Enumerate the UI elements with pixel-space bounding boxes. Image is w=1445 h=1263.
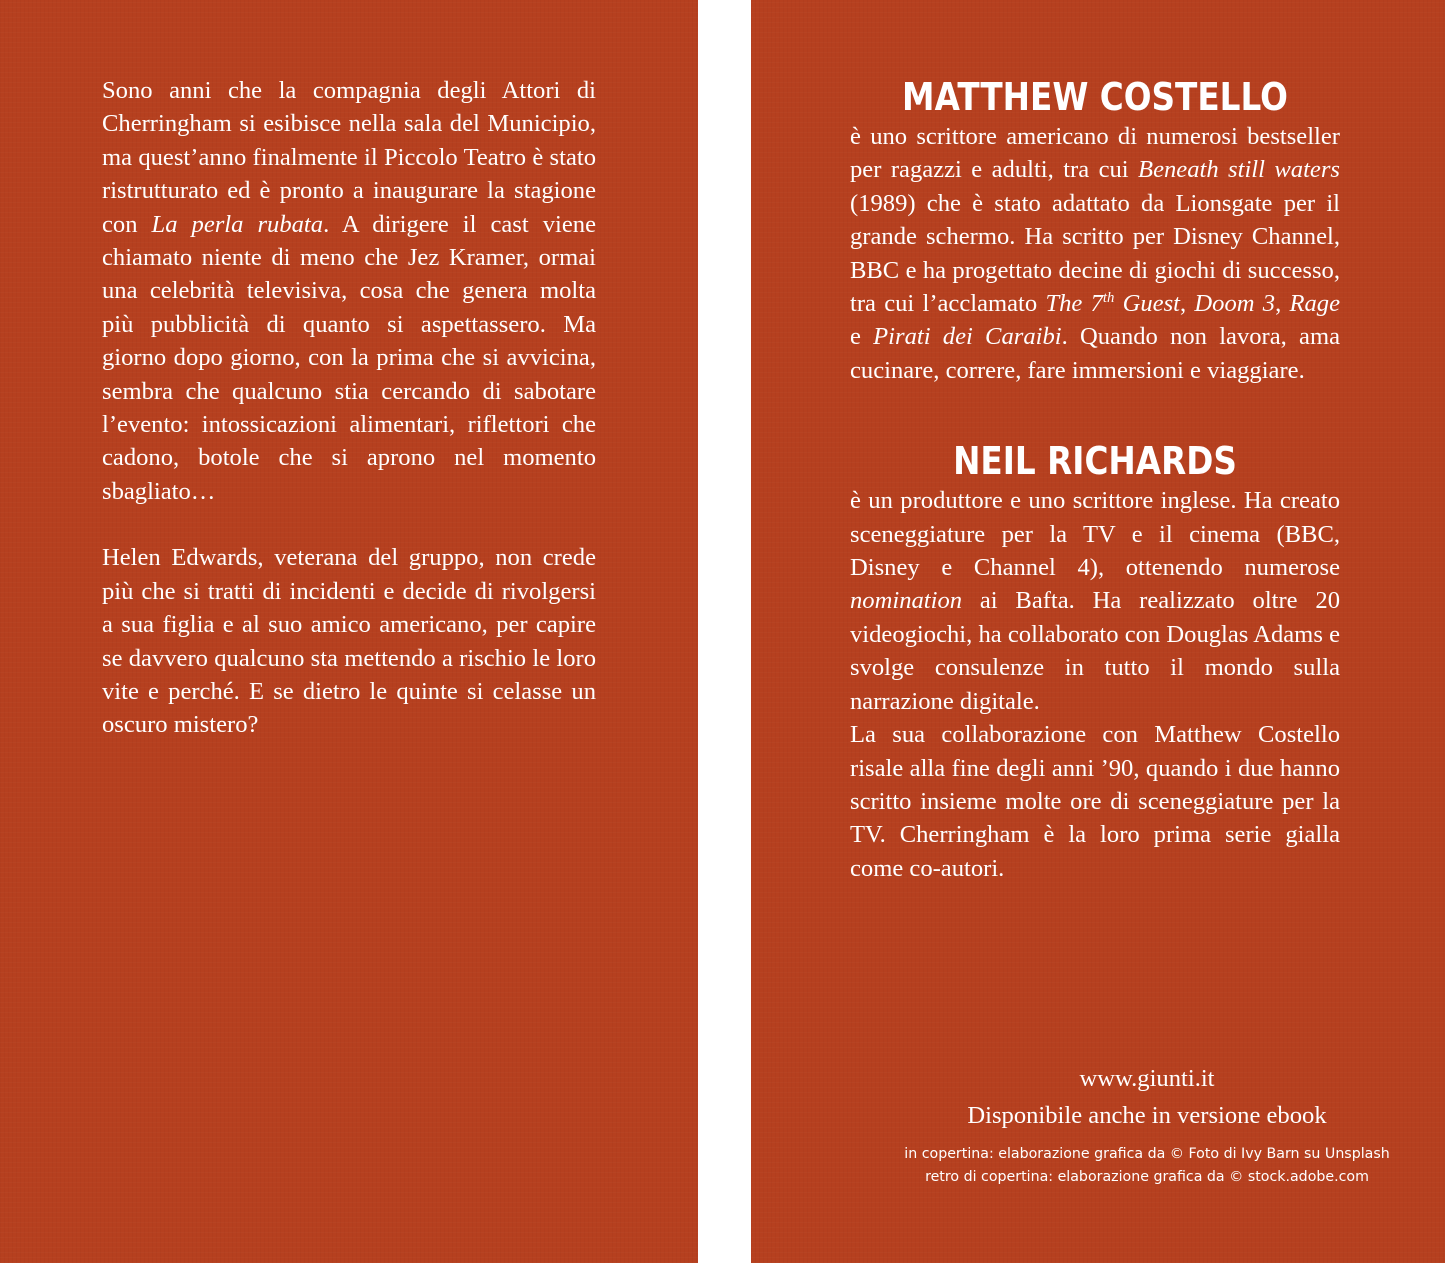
author-bio-richards: è un produttore e uno scrittore inglese. Ha creato sceneggiature per la TV e il cinema (BBC, Disney e Channel 4), ottenendo numerose nomination ai Bafta. Ha realizzato oltre 20 videogiochi, ha collaborato con Douglas Adams e svolge consulenze in tutto il mondo sulla narrazione digitale. — [850, 487, 1340, 715]
synopsis-paragraph-2: Helen Edwards, veterana del gruppo, non crede più che si tratti di incidenti e decide di rivolgersi a sua figlia e al suo amico americano, per capire se davvero qualcuno sta mettendo a rischio le loro vite e perché. E se dietro le quinte si celasse un oscuro mistero? — [102, 544, 596, 739]
synopsis-text — [102, 74, 596, 742]
left-flap-page — [0, 0, 698, 1263]
ebook-availability-note: Disponibile anche in versione ebook — [967, 1102, 1327, 1130]
back-flap-footer — [751, 1062, 1445, 1189]
play-title: La perla rubata — [151, 210, 324, 238]
author-bio-richards-collaboration: La sua collaborazione con Matthew Costello risale alla fine degli anni ’90, quando i due hanno scritto insieme molte ore di sceneggiature per la TV. Cherringham è la loro prima serie gialla come co-autori. — [850, 721, 1340, 882]
publisher-website: www.giunti.it — [1079, 1065, 1215, 1092]
author-bios — [850, 74, 1340, 885]
author-name-richards: NEIL RICHARDS — [953, 439, 1237, 484]
right-flap-page — [751, 0, 1445, 1263]
cover-image-credit: in copertina: elaborazione grafica da © Foto di Ivy Barn su Unsplash — [904, 1145, 1390, 1162]
back-cover-image-credit: retro di copertina: elaborazione grafica da © stock.adobe.com — [925, 1168, 1369, 1185]
synopsis-paragraph-1: Sono anni che la compagnia degli Attori di Cherringham si esibisce nella sala del Municipio, ma quest’anno finalmente il Piccolo Teatro è stato ristrutturato ed è pronto a inaugurare la stagione con La perla rubata. A dirigere il cast viene chiamato niente di meno che Jez Kramer, ormai una celebrità televisiva, cosa che genera molta più pubblicità di quanto si aspettassero. Ma giorno dopo giorno, con la prima che si avvicina, sembra che qualcuno stia cercando di sabotare l’evento: intossicazioni alimentari, riflettori che cadono, botole che si aprono nel momento sbagliato… — [102, 77, 596, 505]
author-name-costello: MATTHEW COSTELLO — [902, 75, 1288, 119]
author-bio-costello: è uno scrittore americano di numerosi bestseller per ragazzi e adulti, tra cui Beneath still waters (1989) che è stato adattato da Lionsgate per il grande schermo. Ha scritto per Disney Channel, BBC e ha progettato decine di giochi di successo, tra cui l’acclamato The 7th Guest, Doom 3, Rage e Pirati dei Caraibi. Quando non lavora, ama cucinare, correre, fare immersioni e viaggiare. — [850, 123, 1341, 384]
